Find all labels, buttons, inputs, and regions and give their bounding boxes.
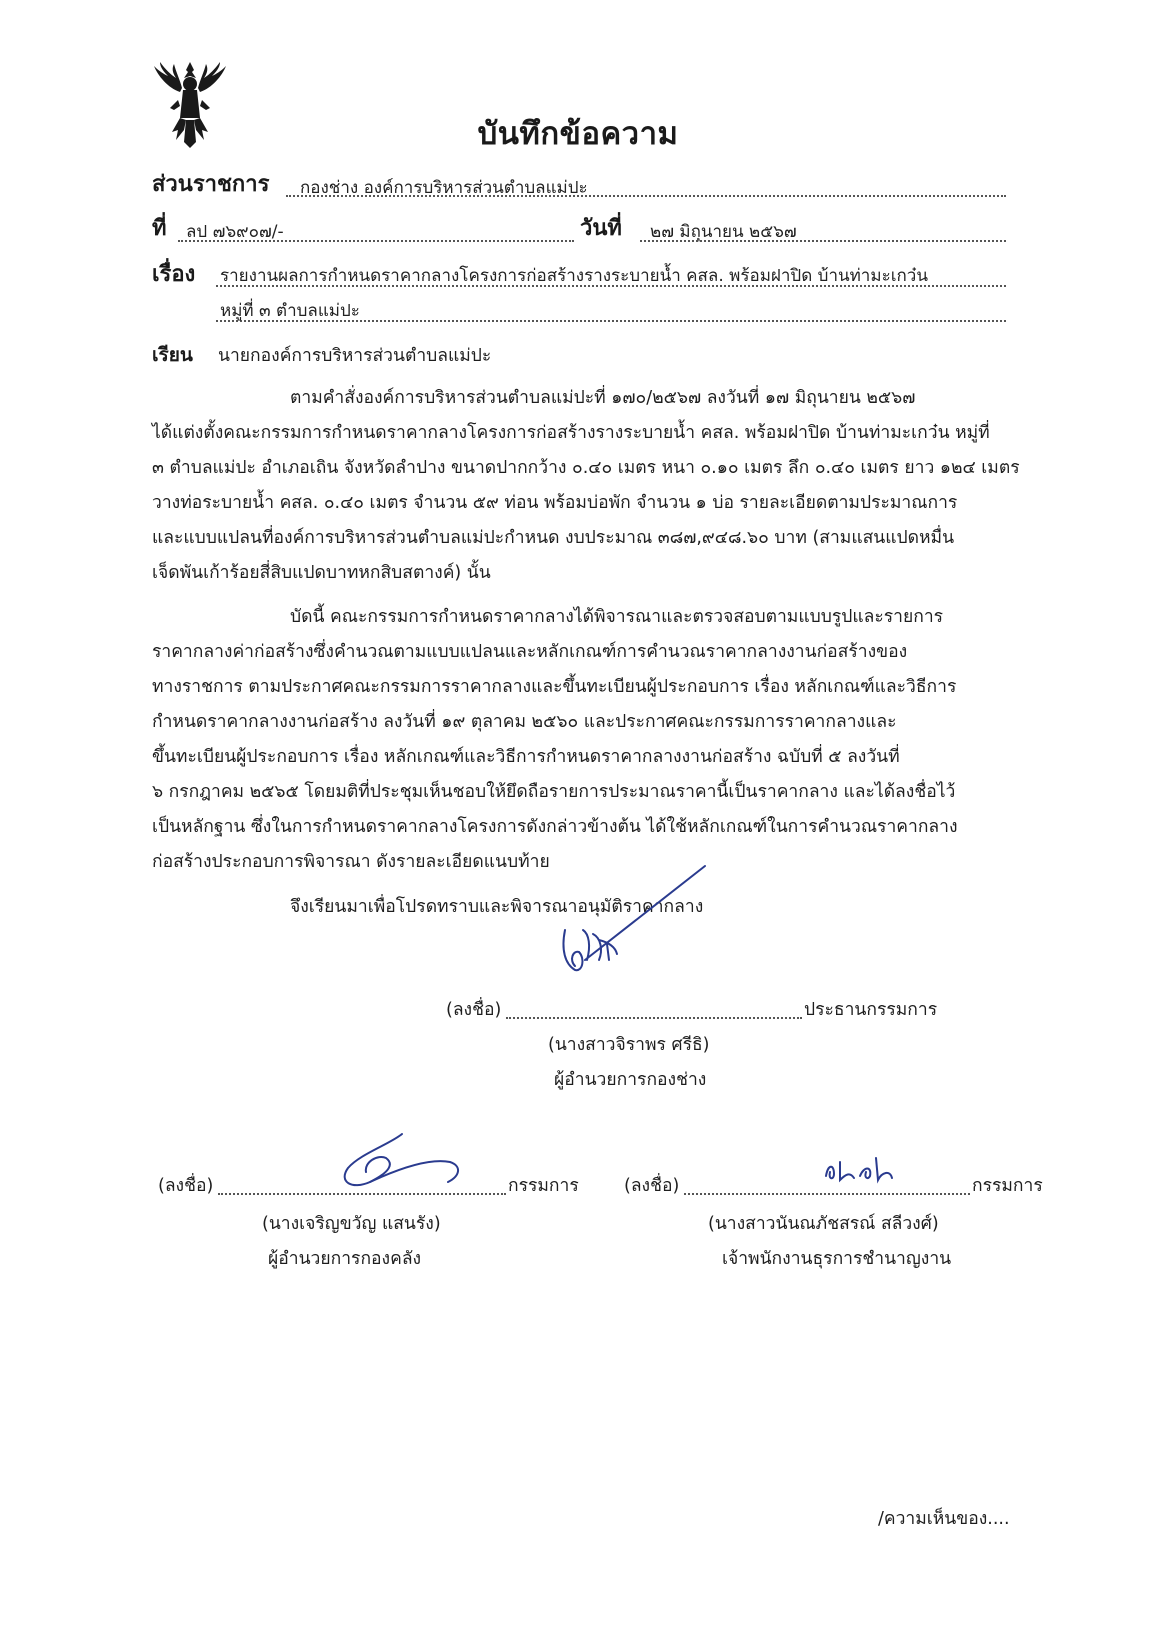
- member1-signature-mark: [330, 1128, 470, 1198]
- member2-sign-label: (ลงชื่อ): [624, 1176, 680, 1196]
- chair-sign-label: (ลงชื่อ): [446, 1000, 502, 1020]
- paragraph2-line: ๖ กรกฎาคม ๒๕๖๕ โดยมติที่ประชุมเห็นชอบให้ยึดถือรายการประมาณราคานี้เป็นราคากลาง และได้ลงชื่อไว้: [152, 782, 956, 802]
- paragraph2-line: บัดนี้ คณะกรรมการกำหนดราคากลางได้พิจารณาและตรวจสอบตามแบบรูปและรายการ: [290, 607, 944, 627]
- paragraph1-line: ตามคำสั่งองค์การบริหารส่วนตำบลแม่ปะที่ ๑๗๐/๒๕๖๗ ลงวันที่ ๑๗ มิถุนายน ๒๕๖๗: [290, 388, 916, 408]
- paragraph1-line: เจ็ดพันเก้าร้อยสี่สิบแปดบาทหกสิบสตางค์) นั้น: [152, 563, 491, 583]
- continued-marker: /ความเห็นของ....: [878, 1509, 1010, 1529]
- member2-position: เจ้าพนักงานธุรการชำนาญงาน: [722, 1249, 952, 1269]
- paragraph1-line: ได้แต่งตั้งคณะกรรมการกำหนดราคากลางโครงการก่อสร้างรางระบายน้ำ คสล. พร้อมฝาปิด บ้านท่ามะเกว๋น หมู่ที่: [152, 423, 990, 443]
- to-value: นายกองค์การบริหารส่วนตำบลแม่ปะ: [218, 346, 492, 366]
- paragraph2-line: ทางราชการ ตามประกาศคณะกรรมการราคากลางและขึ้นทะเบียนผู้ประกอบการ เรื่อง หลักเกณฑ์และวิธีการ: [152, 677, 957, 697]
- paragraph2-line: ราคากลางค่าก่อสร้างซึ่งคำนวณตามแบบแปลนและหลักเกณฑ์การคำนวณราคากลางงานก่อสร้างของ: [152, 642, 908, 662]
- ref-value: ลป ๗๖๙๐๗/-: [186, 222, 284, 242]
- member1-name: (นางเจริญขวัญ แสนรัง): [262, 1214, 441, 1234]
- member2-signature-mark: [820, 1150, 900, 1190]
- ref-label: ที่: [152, 216, 167, 241]
- chair-name: (นางสาวจิราพร ศรีธิ): [548, 1035, 710, 1055]
- paragraph2-line: ก่อสร้างประกอบการพิจารณา ดังรายละเอียดแนบท้าย: [152, 852, 550, 872]
- paragraph2-line: กำหนดราคากลางงานก่อสร้าง ลงวันที่ ๑๙ ตุลาคม ๒๕๖๐ และประกาศคณะกรรมการราคากลางและ: [152, 712, 897, 732]
- member2-signature-line: [684, 1193, 970, 1195]
- memo-title: บันทึกข้อความ: [477, 116, 679, 152]
- subject-label: เรื่อง: [152, 262, 196, 287]
- paragraph2-line: ขึ้นทะเบียนผู้ประกอบการ เรื่อง หลักเกณฑ์และวิธีการกำหนดราคากลางงานก่อสร้าง ฉบับที่ ๕ ลงวันที่: [152, 747, 900, 767]
- date-label: วันที่: [580, 216, 622, 241]
- to-label: เรียน: [152, 344, 193, 366]
- paragraph1-line: ๓ ตำบลแม่ปะ อำเภอเถิน จังหวัดลำปาง ขนาดปากกว้าง ๐.๔๐ เมตร หนา ๐.๑๐ เมตร ลึก ๐.๔๐ เมตร ยาว ๑๒๔ เมตร: [152, 458, 1020, 478]
- chair-role: ประธานกรรมการ: [804, 1000, 938, 1020]
- member1-signature-line: [218, 1193, 506, 1195]
- member1-role: กรรมการ: [508, 1176, 579, 1196]
- chair-signature-line: [506, 1017, 802, 1019]
- paragraph1-line: วางท่อระบายน้ำ คสล. ๐.๔๐ เมตร จำนวน ๕๙ ท่อน พร้อมบ่อพัก จำนวน ๑ บ่อ รายละเอียดตามประมาณการ: [152, 493, 958, 513]
- member1-sign-label: (ลงชื่อ): [158, 1176, 214, 1196]
- closing-line: จึงเรียนมาเพื่อโปรดทราบและพิจารณาอนุมัติราคากลาง: [290, 897, 704, 917]
- agency-value: กองช่าง องค์การบริหารส่วนตำบลแม่ปะ: [300, 178, 588, 198]
- member2-name: (นางสาวนันณภัชสรณ์ สลีวงศ์): [708, 1214, 939, 1234]
- chair-signature-mark: [545, 860, 715, 990]
- agency-label: ส่วนราชการ: [152, 172, 270, 197]
- member1-position: ผู้อำนวยการกองคลัง: [268, 1249, 422, 1269]
- chair-position: ผู้อำนวยการกองช่าง: [554, 1070, 707, 1090]
- date-value: ๒๗ มิถุนายน ๒๕๖๗: [650, 222, 797, 242]
- member2-role: กรรมการ: [972, 1176, 1043, 1196]
- paragraph2-line: เป็นหลักฐาน ซึ่งในการกำหนดราคากลางโครงการดังกล่าวข้างต้น ได้ใช้หลักเกณฑ์ในการคำนวณราคากลาง: [152, 817, 958, 837]
- paragraph1-line: และแบบแปลนที่องค์การบริหารส่วนตำบลแม่ปะกำหนด งบประมาณ ๓๘๗,๙๔๘.๖๐ บาท (สามแสนแปดหมื่น: [152, 528, 955, 548]
- subject-line-1: รายงานผลการกำหนดราคากลางโครงการก่อสร้างรางระบายน้ำ คสล. พร้อมฝาปิด บ้านท่ามะเกว๋น: [220, 266, 928, 286]
- subject-line-2: หมู่ที่ ๓ ตำบลแม่ปะ: [220, 301, 360, 321]
